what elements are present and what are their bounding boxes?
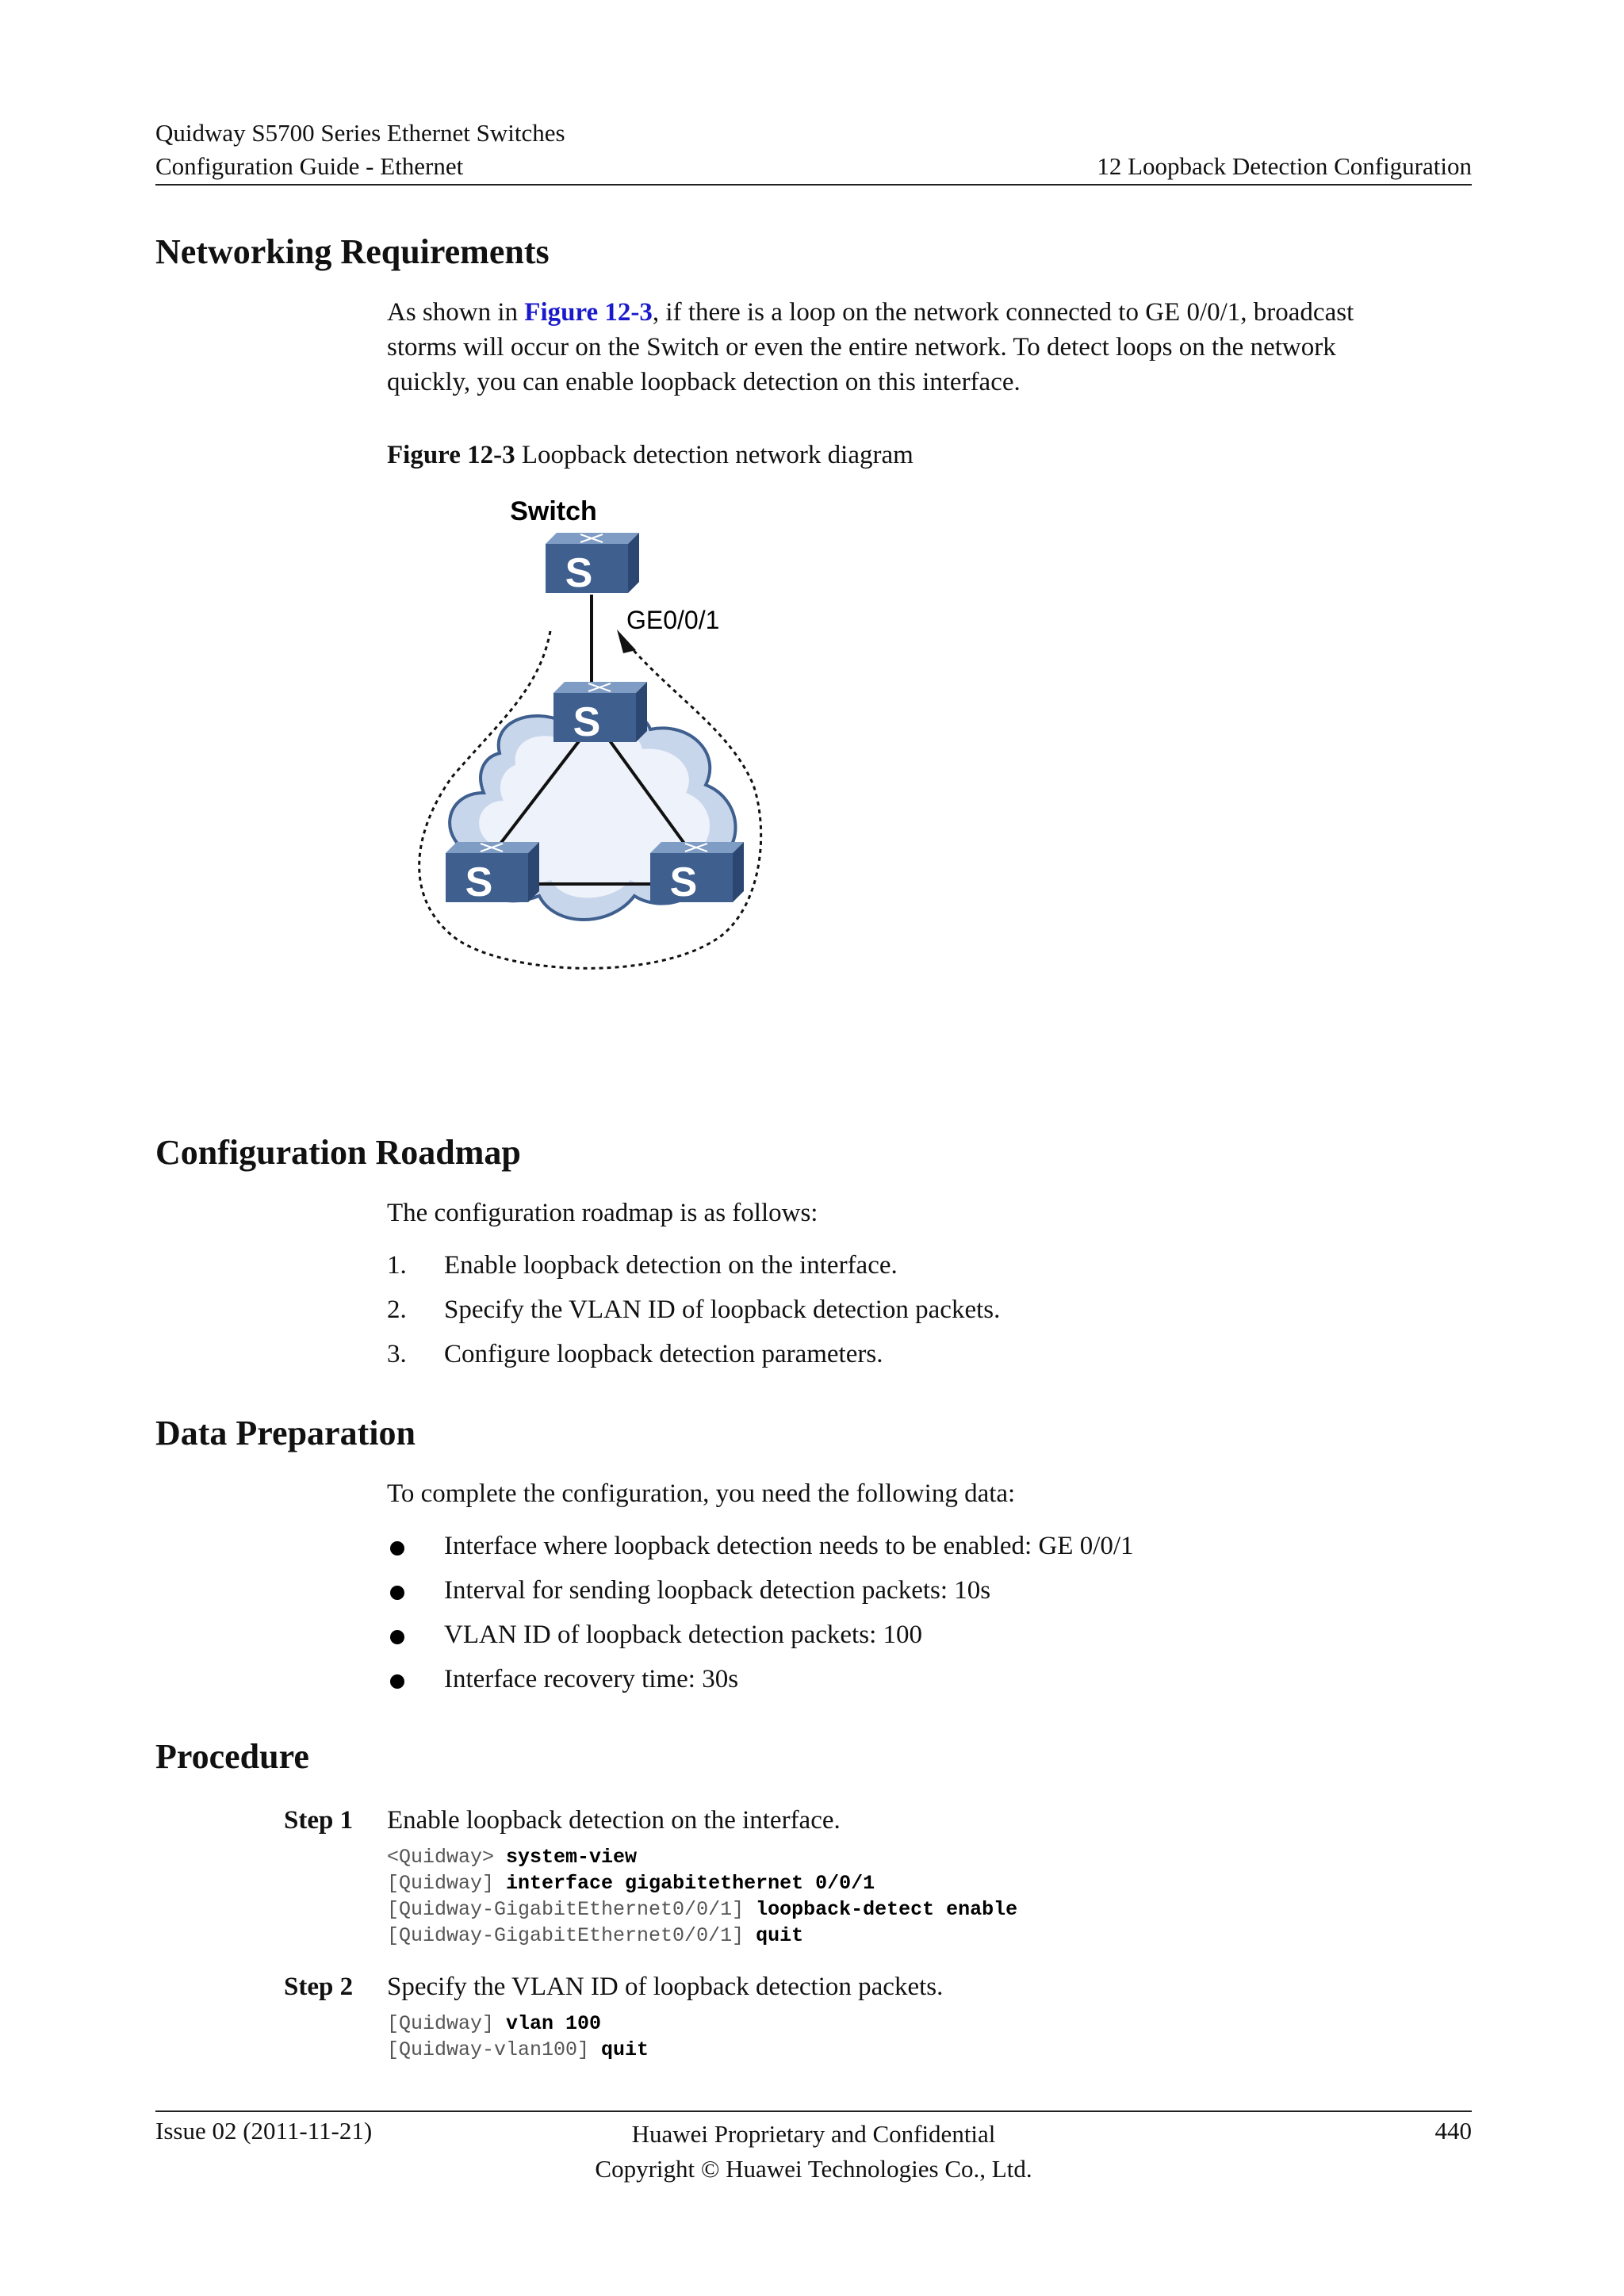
code-line <box>387 1870 1017 1896</box>
code-prompt: [Quidway-vlan100] <box>387 2038 602 2061</box>
list-item-text: Configure loopback detection parameters. <box>444 1340 883 1368</box>
step-1-code-block <box>387 1844 1017 1949</box>
code-line <box>387 1844 1017 1870</box>
code-command: quit <box>756 1924 804 1947</box>
list-item-number: 1. <box>387 1251 407 1280</box>
para-line3: quickly, you can enable loopback detection on this interface. <box>387 368 1021 396</box>
figure-title: Loopback detection network diagram <box>515 441 914 469</box>
figure-link[interactable]: Figure 12-3 <box>524 298 653 327</box>
para-prefix: As shown in <box>387 298 525 327</box>
list-item <box>387 1665 1481 1700</box>
page-footer <box>155 2110 1472 2190</box>
heading-configuration-roadmap: Configuration Roadmap <box>155 1133 521 1172</box>
switch-label: Switch <box>510 496 597 526</box>
code-line <box>387 1896 1017 1923</box>
list-item-text: Interval for sending loopback detection packets: 10s <box>444 1576 991 1605</box>
footer-copyright: Copyright © Huawei Technologies Co., Ltd. <box>595 2155 1032 2183</box>
para-line1-rest: , if there is a loop on the network connected to GE 0/0/1, broadcast <box>652 298 1354 327</box>
roadmap-intro: The configuration roadmap is as follows: <box>387 1199 818 1227</box>
list-item-text: Specify the VLAN ID of loopback detection packets. <box>444 1295 1001 1324</box>
switch-middle-glyph: S <box>573 699 601 745</box>
code-line <box>387 2037 649 2063</box>
code-prompt: <Quidway> <box>387 1846 507 1869</box>
code-prompt: [Quidway-GigabitEthernet0/0/1] <box>387 1924 756 1947</box>
header-chapter: 12 Loopback Detection Configuration <box>1097 152 1472 180</box>
list-item <box>387 1295 1481 1330</box>
bullet-icon <box>390 1586 404 1600</box>
list-item-number: 2. <box>387 1295 407 1324</box>
list-item-text: Enable loopback detection on the interface. <box>444 1251 898 1280</box>
switch-left-glyph: S <box>465 859 493 905</box>
loopback-network-diagram <box>404 484 801 991</box>
page-header <box>155 119 1472 186</box>
code-command: loopback-detect enable <box>756 1898 1018 1921</box>
list-item <box>387 1532 1481 1567</box>
data-prep-intro: To complete the configuration, you need the following data: <box>387 1479 1016 1508</box>
code-command: quit <box>601 2038 649 2061</box>
step-1-label: Step 1 <box>284 1806 354 1835</box>
figure-number: Figure 12-3 <box>387 441 515 469</box>
heading-data-preparation: Data Preparation <box>155 1414 416 1452</box>
list-item-text: Interface where loopback detection needs to be enabled: GE 0/0/1 <box>444 1532 1134 1560</box>
figure-caption <box>387 441 914 470</box>
header-product: Quidway S5700 Series Ethernet Switches <box>155 119 565 147</box>
step-1-text: Enable loopback detection on the interface. <box>387 1806 841 1835</box>
code-command: vlan 100 <box>506 2012 602 2035</box>
list-item-text: Interface recovery time: 30s <box>444 1665 739 1693</box>
step-2-text: Specify the VLAN ID of loopback detection packets. <box>387 1973 944 2001</box>
step-2-code-block <box>387 2011 649 2063</box>
step-2-label: Step 2 <box>284 1973 354 2001</box>
footer-center <box>155 2117 1472 2187</box>
heading-networking-requirements: Networking Requirements <box>155 232 550 271</box>
footer-issue: Issue 02 (2011-11-21) <box>155 2117 373 2145</box>
list-item <box>387 1251 1481 1286</box>
code-command: interface gigabitethernet 0/0/1 <box>506 1872 875 1895</box>
heading-procedure: Procedure <box>155 1737 309 1776</box>
code-prompt: [Quidway] <box>387 1872 507 1895</box>
list-item-number: 3. <box>387 1340 407 1368</box>
list-item-text: VLAN ID of loopback detection packets: 100 <box>444 1621 922 1649</box>
code-prompt: [Quidway-GigabitEthernet0/0/1] <box>387 1898 756 1921</box>
switch-right-glyph: S <box>669 859 698 905</box>
code-line <box>387 1923 1017 1949</box>
code-prompt: [Quidway] <box>387 2012 507 2035</box>
code-command: system-view <box>506 1846 638 1869</box>
code-line <box>387 2011 649 2037</box>
list-item <box>387 1576 1481 1611</box>
para-line2: storms will occur on the Switch or even the entire network. To detect loops on the network <box>387 333 1336 362</box>
switch-top-glyph: S <box>565 550 593 596</box>
list-item <box>387 1621 1481 1655</box>
networking-paragraph <box>387 295 1481 400</box>
page-number: 440 <box>1434 2117 1472 2145</box>
diagram-svg <box>404 484 801 991</box>
header-guide: Configuration Guide - Ethernet <box>155 152 464 180</box>
footer-confidential: Huawei Proprietary and Confidential <box>631 2120 996 2148</box>
list-item <box>387 1340 1481 1375</box>
bullet-icon <box>390 1630 404 1644</box>
port-label: GE0/0/1 <box>626 606 720 634</box>
bullet-icon <box>390 1674 404 1689</box>
bullet-icon <box>390 1541 404 1556</box>
